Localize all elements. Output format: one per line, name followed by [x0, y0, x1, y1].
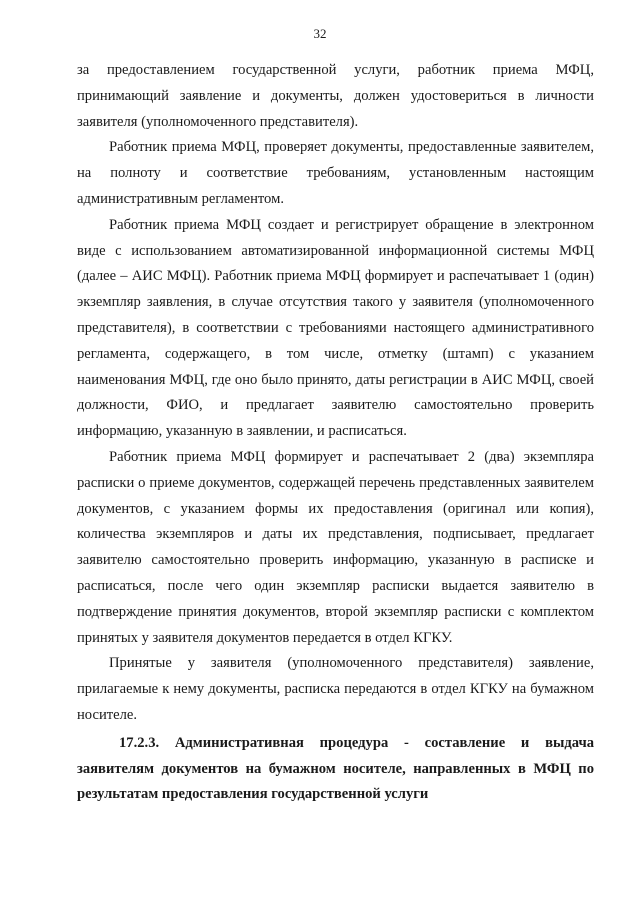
page-number: 32: [313, 26, 327, 41]
section-heading: 17.2.3. Административная процедура - составление и выдача заявителям документов на бумажном носителе, направленных в МФЦ по результатам предоставления государственной услуги: [77, 734, 594, 803]
paragraph-continuation: за предоставлением государственной услуги, работник приема МФЦ, принимающий заявление и документы, должен удостовериться в личности заявителя (уполномоченного представителя).: [77, 62, 594, 130]
paragraph-registration: Работник приема МФЦ создает и регистрирует обращение в электронном виде с использованием автоматизированной информационной системы МФЦ (далее – АИС МФЦ). Работник приема МФЦ формирует и распечатывает 1 (один) экземпляр заявления, в случае отсутствия такого у заявителя (уполномоченного представителя), в соответствии с требованиями настоящего административного регламента, содержащего, в том числе, отметку (штамп) с указанием наименования МФЦ, где оно было принято, даты регистрации в АИС МФЦ, своей должности, ФИО, и предлагает заявителю самостоятельно проверить информацию, указанную в заявлении, и расписаться.: [77, 216, 594, 440]
document-body: [77, 58, 594, 808]
paragraph-transfer: Принятые у заявителя (уполномоченного представителя) заявление, прилагаемые к нему документы, расписка передаются в отдел КГКУ на бумажном носителе.: [77, 655, 594, 723]
paragraph-document-check: Работник приема МФЦ, проверяет документы, предоставленные заявителем, на полноту и соответствие требованиям, установленным настоящим административным регламентом.: [77, 139, 594, 207]
paragraph-receipt: Работник приема МФЦ формирует и распечатывает 2 (два) экземпляра расписки о приеме документов, содержащей перечень представленных заявителем документов, с указанием формы их предоставления (оригинал или копия), количества экземпляров и даты их представления, подписывает, предлагает заявителю самостоятельно проверить информацию, указанную в расписке и расписаться, после чего один экземпляр расписки выдается заявителю в подтверждение принятия документов, второй экземпляр расписки с комплектом принятых у заявителя документов передается в отдел КГКУ.: [77, 448, 594, 646]
